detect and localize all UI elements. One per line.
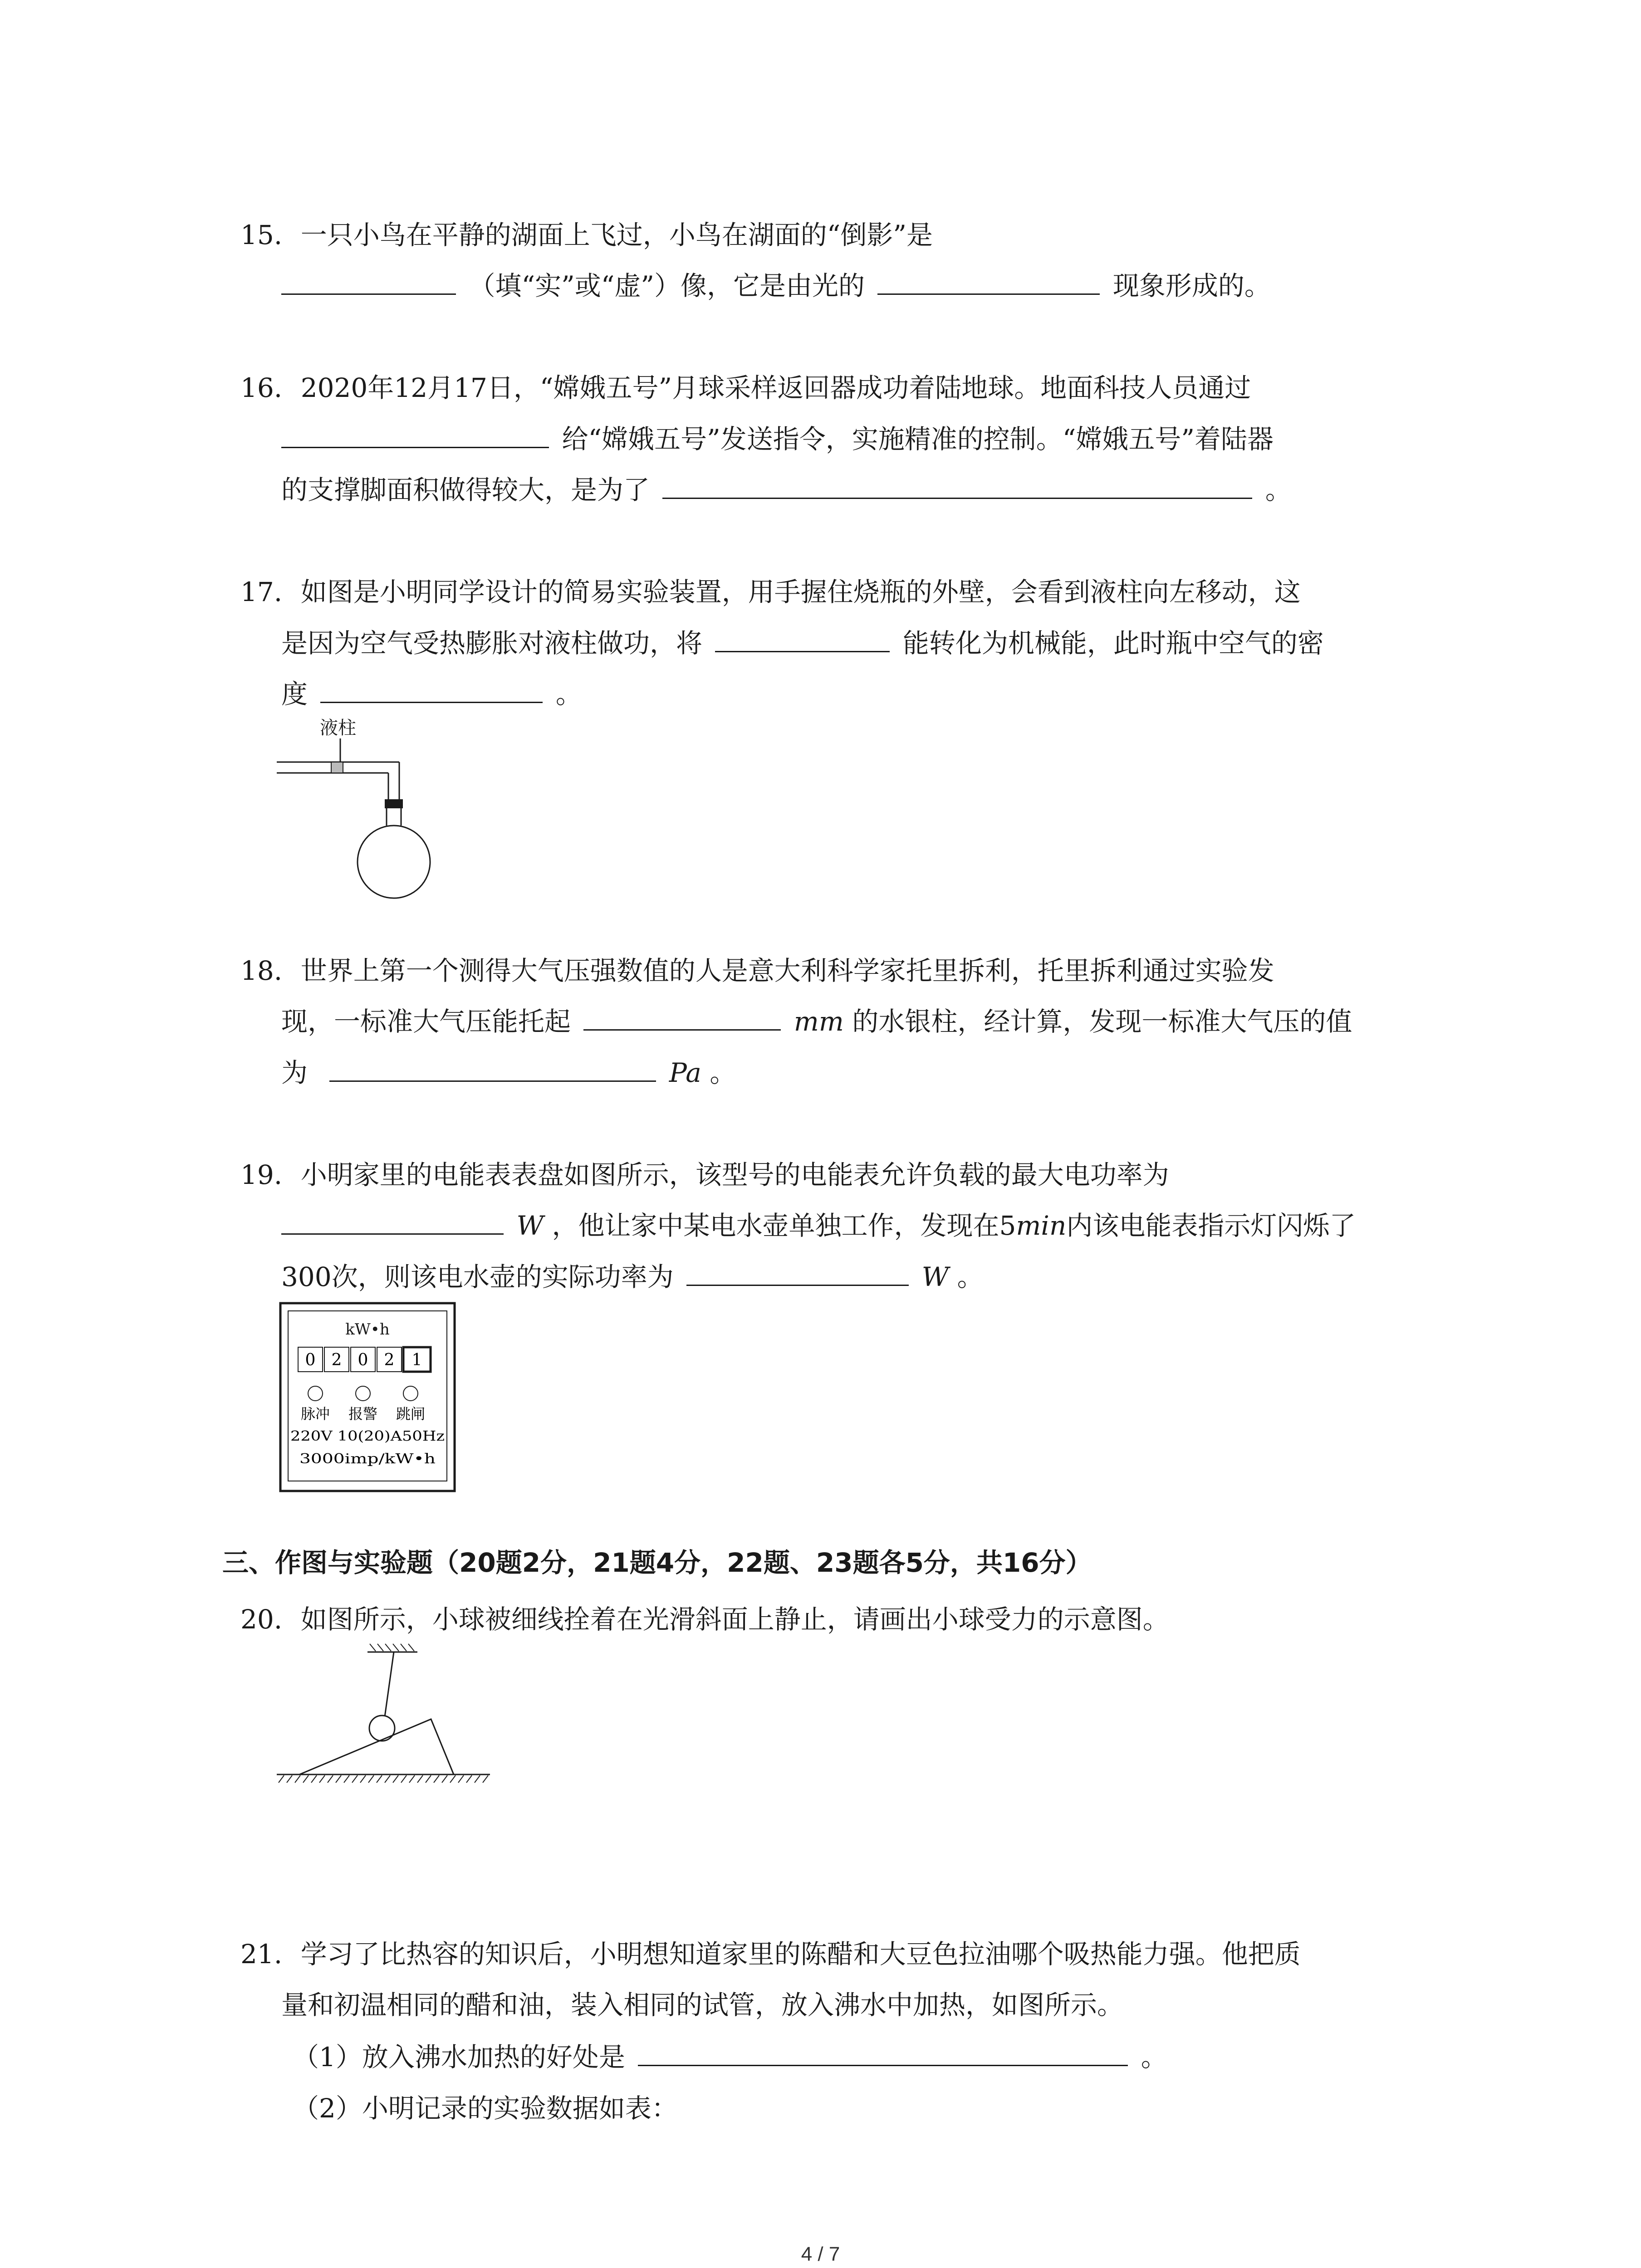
q18-unit-pa: Pa <box>669 1057 701 1088</box>
q21-sub1 <box>293 2039 1167 2075</box>
q19-text3a: 300次，则该电水壶的实际功率为 <box>281 1261 674 1292</box>
q16-line1 <box>240 370 1251 406</box>
q18-text1: 世界上第一个测得大气压强数值的人是意大利科学家托里拆利，托里拆利通过实验发 <box>300 955 1274 986</box>
q15-line1 <box>240 217 933 253</box>
q20-number: 20. <box>240 1604 283 1635</box>
q16-text3b: 。 <box>1265 474 1292 505</box>
q18-text3b: 。 <box>710 1057 736 1088</box>
q17-text1: 如图是小明同学设计的简易实验装置，用手握住烧瓶的外壁，会看到液柱向左移动，这 <box>300 577 1301 607</box>
meter-digit-1: 0 <box>305 1351 316 1369</box>
q17-number: 17. <box>240 577 283 607</box>
incline-ball-figure <box>277 1642 495 1792</box>
q19-unit-w: W <box>516 1210 544 1241</box>
q19-text1: 小明家里的电能表表盘如图所示，该型号的电能表允许负载的最大电功率为 <box>300 1159 1169 1190</box>
q17-blank2[interactable] <box>320 676 543 703</box>
q18-line1 <box>240 953 1274 989</box>
q18-line3 <box>281 1055 736 1091</box>
q16-blank2[interactable] <box>662 472 1252 499</box>
meter-spec-imp: 3000imp/kW•h <box>299 1451 436 1467</box>
q15-line2 <box>281 268 1271 304</box>
q19-text2a: ，他让家中某电水壶单独工作，发现在5 <box>552 1210 1016 1241</box>
q17-text3a: 度 <box>281 679 308 709</box>
q21-number: 21. <box>240 1939 283 1970</box>
q20-line1 <box>240 1601 1169 1637</box>
meter-digit-4: 2 <box>384 1351 395 1369</box>
q17-blank1[interactable] <box>715 626 890 652</box>
meter-indicator-trip: 跳闸 <box>396 1405 426 1422</box>
q18-unit-mm: mm <box>794 1006 844 1037</box>
q18-blank1[interactable] <box>583 1004 781 1031</box>
q18-number: 18. <box>240 955 283 986</box>
q16-text3a: 的支撑脚面积做得较大，是为了 <box>281 474 650 505</box>
electric-meter-figure <box>279 1302 456 1492</box>
q19-unit-w2: W <box>921 1261 949 1292</box>
q19-blank1[interactable] <box>281 1208 504 1235</box>
q21-text1: 学习了比热容的知识后，小明想知道家里的陈醋和大豆色拉油哪个吸热能力强。他把质 <box>300 1939 1301 1970</box>
q16-blank1[interactable] <box>281 421 549 448</box>
q21-sub2: （2）小明记录的实验数据如表： <box>293 2093 678 2124</box>
q18-line2 <box>281 1003 1352 1040</box>
q17-flask-figure <box>277 717 467 907</box>
q19-text2b: 内该电能表指示灯闪烁了 <box>1066 1210 1356 1241</box>
meter-indicator-pulse: 脉冲 <box>300 1405 330 1422</box>
q15-text1: 一只小鸟在平静的湖面上飞过，小鸟在湖面的“倒影”是 <box>300 220 933 250</box>
q19-text3b: 。 <box>957 1261 984 1292</box>
q20-text1: 如图所示，小球被细线拴着在光滑斜面上静止，请画出小球受力的示意图。 <box>300 1604 1169 1635</box>
meter-spec-voltage: 220V 10(20)A50Hz <box>290 1428 445 1444</box>
q18-text2a: 现，一标准大气压能托起 <box>281 1006 571 1037</box>
q19-line3 <box>281 1259 984 1295</box>
q15-text2b: 现象形成的。 <box>1112 270 1271 301</box>
q18-blank2[interactable] <box>329 1055 656 1082</box>
q16-text2: 给“嫦娥五号”发送指令，实施精准的控制。“嫦娥五号”着陆器 <box>562 424 1274 455</box>
q16-line3 <box>281 472 1292 508</box>
meter-indicator-alarm: 报警 <box>348 1405 378 1422</box>
q15-text2a: （填“实”或“虚”）像，它是由光的 <box>469 270 865 301</box>
q17-text3b: 。 <box>555 679 582 709</box>
q16-text1: 2020年12月17日，“嫦娥五号”月球采样返回器成功着陆地球。地面科技人员通过 <box>300 372 1251 403</box>
q17-text2a: 是因为空气受热膨胀对液柱做功，将 <box>281 628 703 659</box>
q17-text2b: 能转化为机械能，此时瓶中空气的密 <box>902 628 1324 659</box>
q15-blank2[interactable] <box>877 268 1100 295</box>
meter-digit-3: 0 <box>358 1351 368 1369</box>
q18-text2b: 的水银柱，经计算，发现一标准大气压的值 <box>852 1006 1352 1037</box>
q21-line1 <box>240 1936 1301 1972</box>
string-line <box>385 1652 394 1717</box>
q21-line2: 量和初温相同的醋和油，装入相同的试管，放入沸水中加热，如图所示。 <box>281 1989 1124 2020</box>
q18-text3a: 为 <box>281 1057 308 1088</box>
page-number: 4 / 7 <box>801 2243 840 2265</box>
q19-unit-min: min <box>1016 1210 1067 1241</box>
q15-number: 15. <box>240 220 283 250</box>
q15-blank1[interactable] <box>281 268 456 295</box>
q17-figure-label: 液柱 <box>320 718 356 738</box>
q21-sub1-end: 。 <box>1141 2042 1167 2072</box>
q17-line3 <box>281 676 582 712</box>
q17-line2 <box>281 625 1324 661</box>
meter-digit-2: 2 <box>331 1351 342 1369</box>
q21-sub1-text: （1）放入沸水加热的好处是 <box>293 2042 625 2072</box>
q19-blank2[interactable] <box>686 1259 909 1286</box>
q16-number: 16. <box>240 372 283 403</box>
meter-digit-5: 1 <box>411 1351 422 1369</box>
q19-number: 19. <box>240 1159 283 1190</box>
meter-unit: kW•h <box>345 1320 390 1339</box>
q19-line2 <box>281 1207 1356 1244</box>
q16-line2 <box>281 421 1274 457</box>
ball <box>369 1716 395 1741</box>
q21-blank1[interactable] <box>638 2039 1128 2066</box>
q19-line1 <box>240 1157 1169 1193</box>
section3-heading: 三、作图与实验题（20题2分，21题4分，22题、23题各5分，共16分） <box>222 1547 1092 1578</box>
q17-line1 <box>240 574 1301 610</box>
